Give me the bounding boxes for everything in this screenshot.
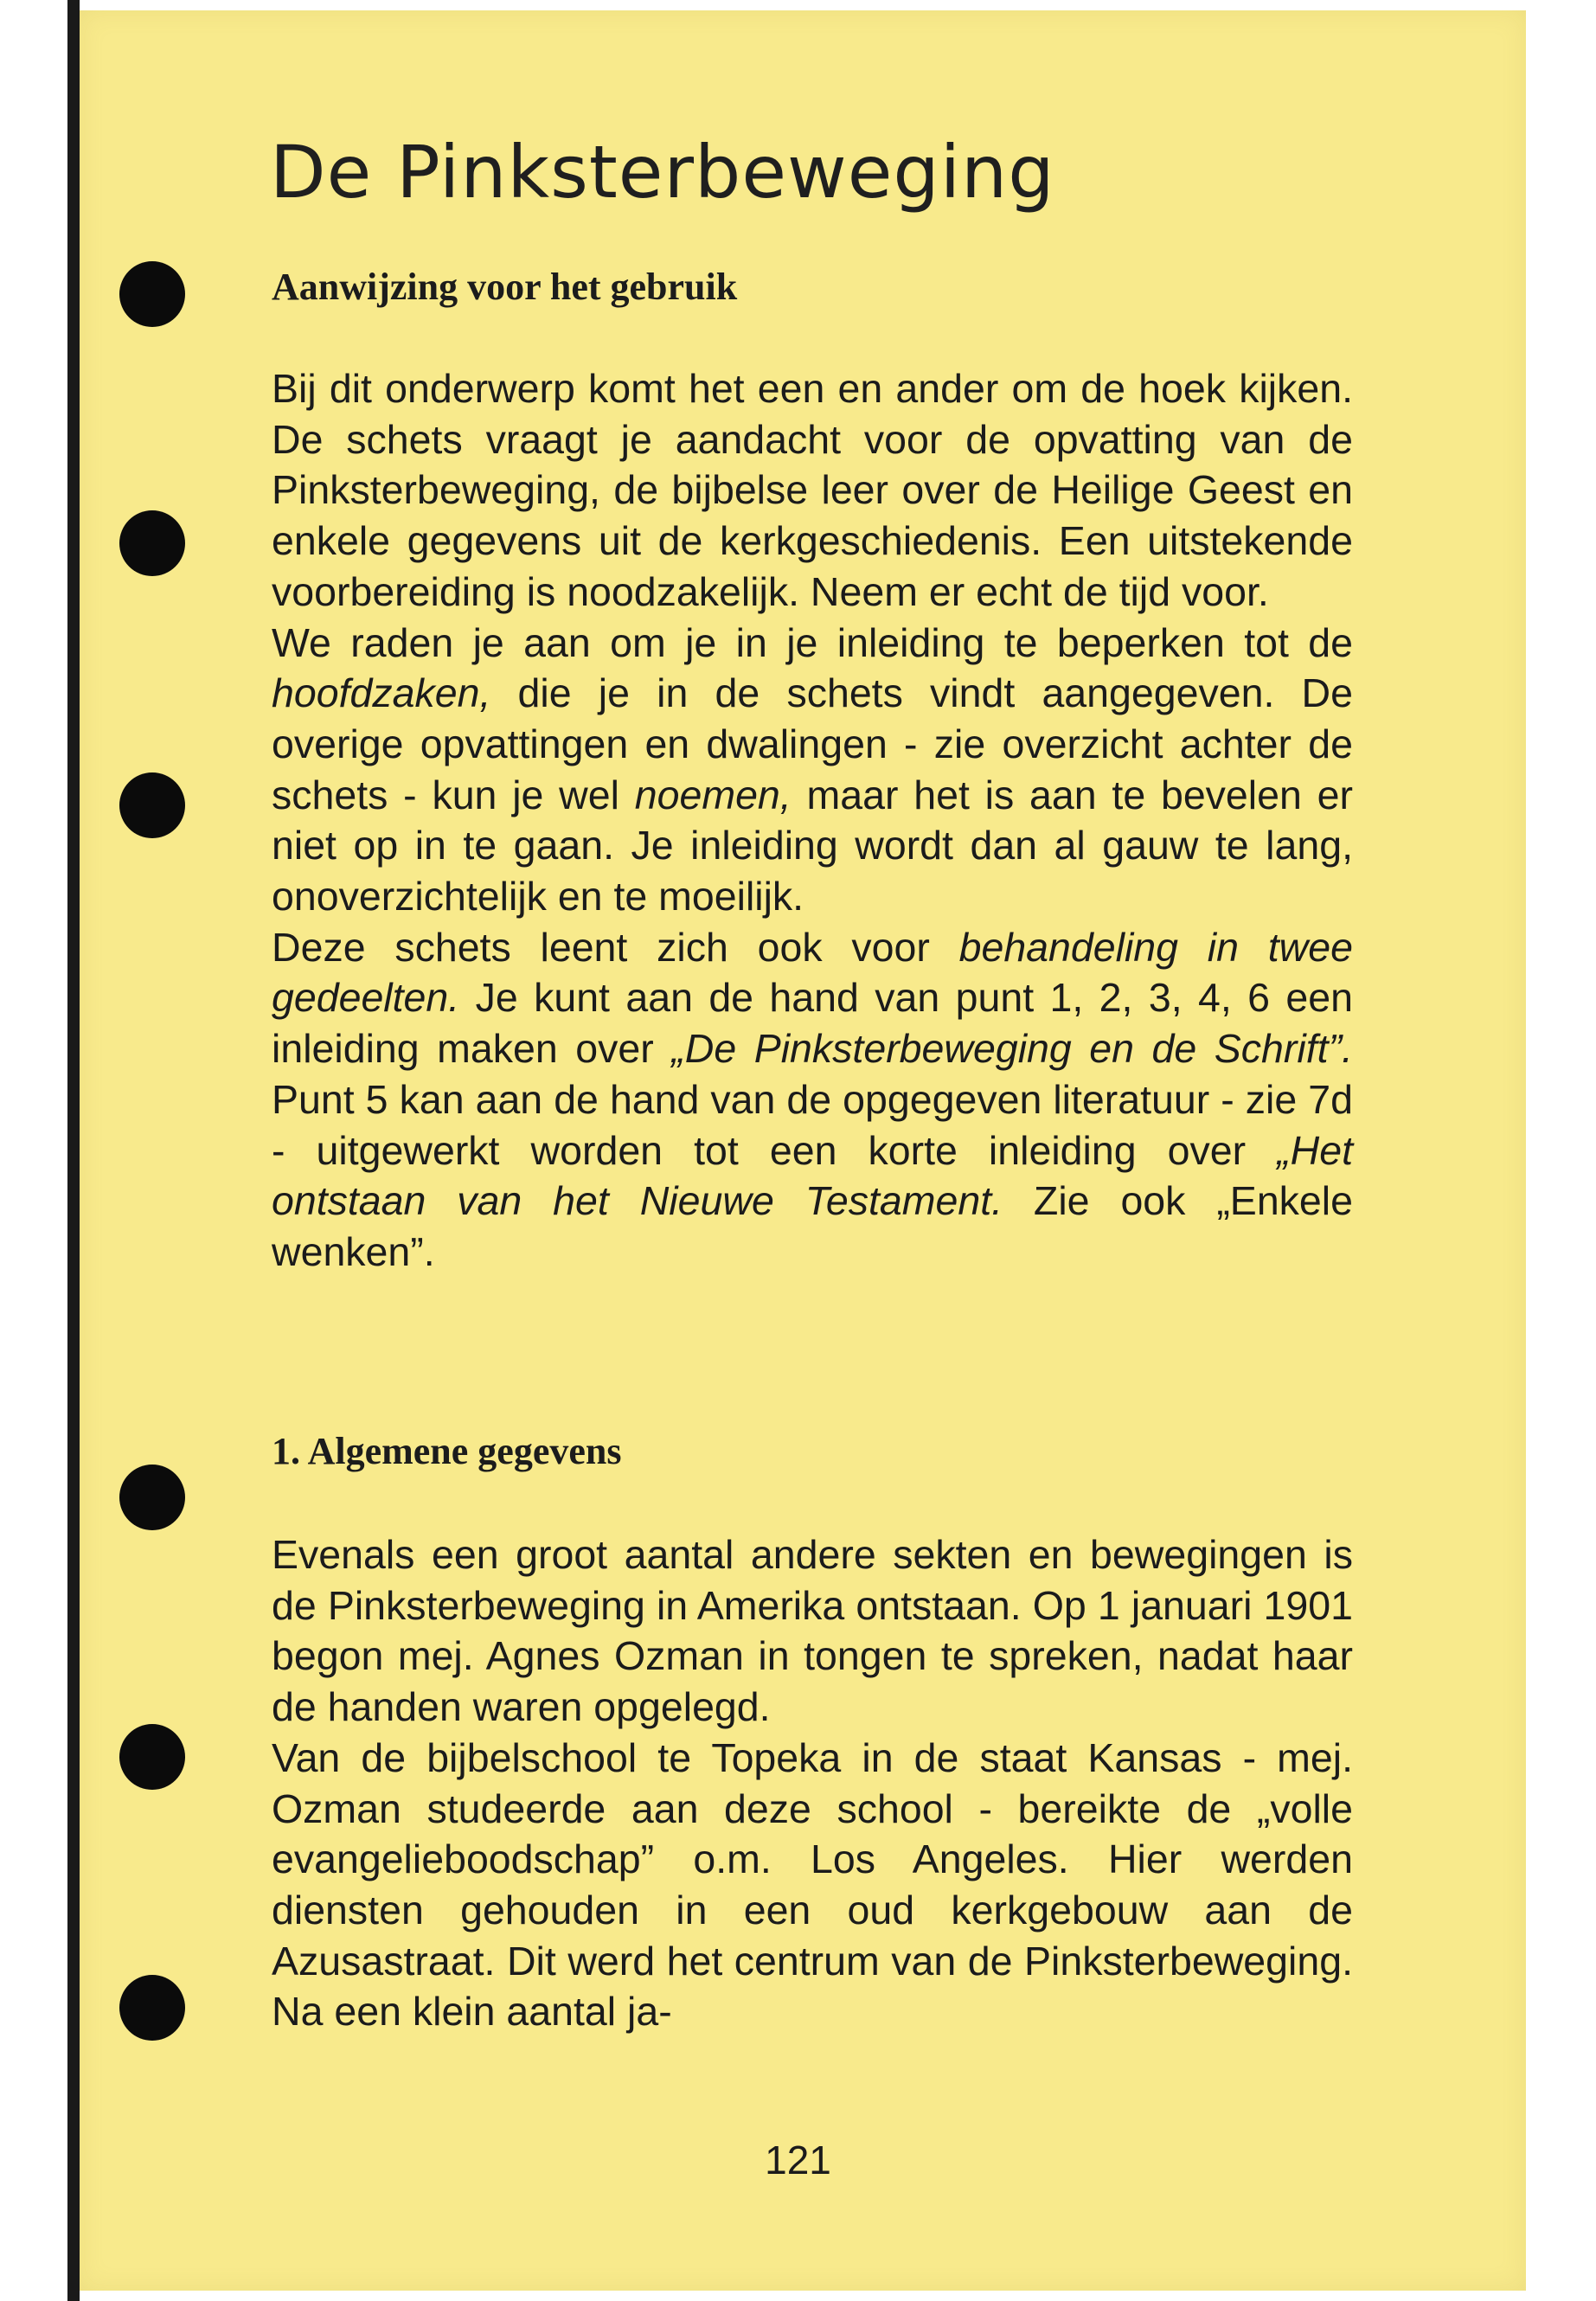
section-heading-instructions: Aanwijzing voor het gebruik — [272, 266, 738, 308]
paragraph — [272, 922, 1353, 1278]
emphasis: hoofdzaken, — [272, 670, 491, 716]
binder-hole — [119, 772, 185, 838]
general-text — [272, 1529, 1353, 2037]
text-run: Je kunt aan de hand van punt 1, 2, 3, 4, 6 een inleiding maken over — [272, 975, 1353, 1072]
binder-hole — [119, 261, 185, 327]
emphasis: „Het ontstaan van het Nieuwe Testament. — [272, 1127, 1353, 1224]
instructions-text — [272, 363, 1353, 1278]
paragraph — [272, 618, 1353, 922]
emphasis: behandeling in twee gedeelten. — [272, 924, 1353, 1021]
paragraph: Evenals een groot aantal andere sekten en bewegingen is de Pinksterbeweging in Amerika ontstaan. Op 1 januari 1901 begon mej. Agnes Ozman in tongen te spreken, nadat haar de handen waren opgelegd. — [272, 1532, 1353, 1730]
binder-hole — [119, 510, 185, 576]
text-run: Zie ook „Enkele wenken”. — [272, 1178, 1353, 1274]
binder-hole — [119, 1724, 185, 1790]
text-run: We raden je aan om je in je inleiding te beperken tot de — [272, 619, 1353, 665]
scan-edge-strip — [67, 0, 80, 2301]
page-number: 121 — [765, 2138, 831, 2182]
binder-hole — [119, 1465, 185, 1530]
emphasis: noemen, — [634, 772, 792, 817]
text-run: Deze schets leent zich ook voor — [272, 924, 959, 970]
section-heading-general: 1. Algemene gegevens — [272, 1430, 622, 1472]
paragraph: Van de bijbelschool te Topeka in de staat Kansas - mej. Ozman studeerde aan deze school - bereikte de „volle evangelieboodschap” o.m. Los Angeles. Hier werden diensten gehouden in een oud kerkgebouw aan de Azusastraat. Dit werd het centrum van de Pinksterbeweging. Na een klein aantal ja- — [272, 1734, 1353, 2035]
text-run: maar het is aan te bevelen er niet op in te gaan. Je inleiding wordt dan al gauw te lang, onoverzichtelijk en te moeilijk. — [272, 772, 1353, 920]
emphasis: „De Pinksterbeweging en de Schrift”. — [671, 1026, 1353, 1072]
text-run: Punt 5 kan aan de hand van de opgegeven literatuur - zie 7d - uitgewerkt worden tot een korte inleiding over — [272, 1076, 1353, 1173]
page-title: De Pinksterbeweging — [270, 130, 1055, 215]
binder-hole — [119, 1975, 185, 2041]
paragraph: Bij dit onderwerp komt het een en ander om de hoek kijken. De schets vraagt je aandacht voor de opvatting van de Pinksterbeweging, de bijbelse leer over de Heilige Geest en enkele gegevens uit de kerkgeschiedenis. Een uitstekende voorbereiding is noodzakelijk. Neem er echt de tijd voor. — [272, 366, 1353, 614]
text-run: die je in de schets vindt aangegeven. De overige opvattingen en dwalingen - zie overzicht achter de schets - kun je wel — [272, 670, 1353, 817]
